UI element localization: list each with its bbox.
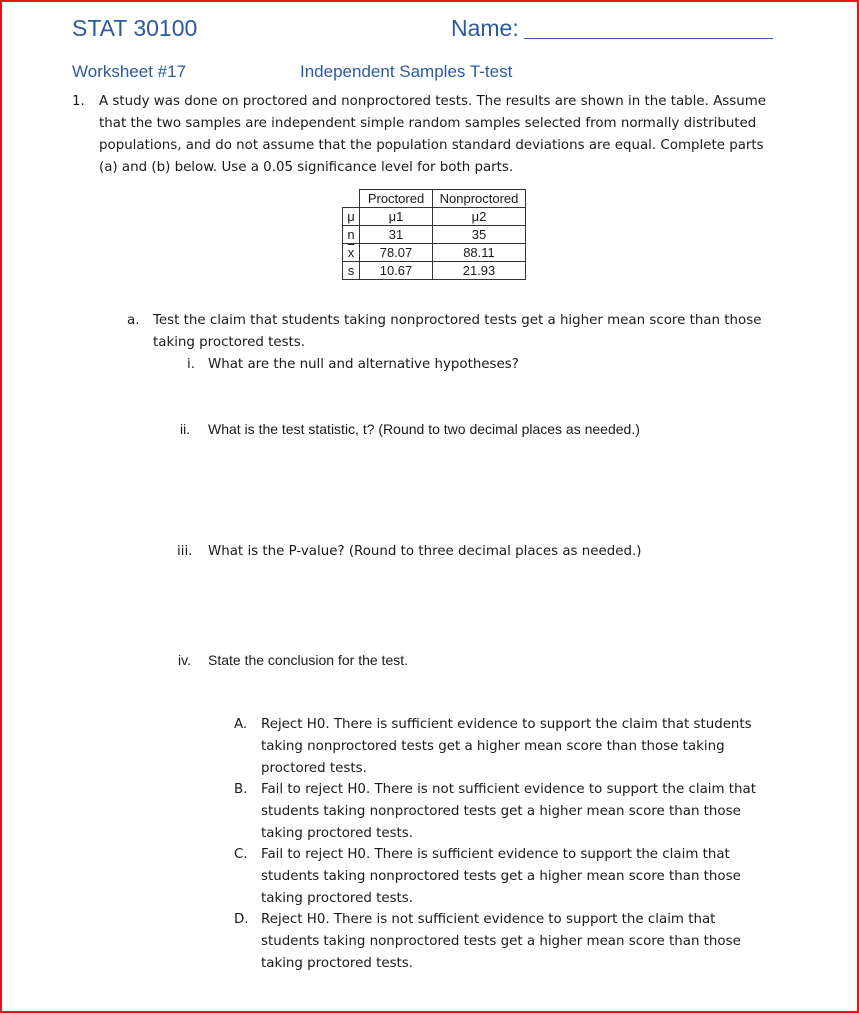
option-line: Reject H0. There is sufficient evidence to support the claim that students <box>261 717 752 732</box>
question-line: that the two samples are independent simple random samples selected from normally distributed <box>99 116 757 131</box>
cell-nonproctored-mu: μ2 <box>433 208 526 226</box>
part-a-text <box>153 310 761 354</box>
question-line: A study was done on proctored and nonproctored tests. The results are shown in the table. Assume <box>99 94 767 109</box>
option-letter: C. <box>234 847 248 862</box>
cell-proctored-s: 10.67 <box>360 262 433 280</box>
course-title: STAT 30100 <box>72 15 198 41</box>
data-table <box>342 189 526 280</box>
row-label-mu: μ <box>343 208 360 226</box>
option-line: Fail to reject H0. There is not sufficient evidence to support the claim that <box>261 782 756 797</box>
option-text <box>261 779 781 845</box>
header-proctored: Proctored <box>360 190 433 208</box>
cell-nonproctored-xbar: 88.11 <box>433 244 526 262</box>
option-line: students taking nonproctored tests get a higher mean score than those <box>261 804 741 819</box>
item-iv-number: iv. <box>178 652 191 668</box>
item-ii-text: What is the test statistic, t? (Round to two decimal places as needed.) <box>208 421 640 437</box>
item-i-number: i. <box>187 357 195 372</box>
part-a-line: taking proctored tests. <box>153 335 306 350</box>
item-iii-text: What is the P-value? (Round to three decimal places as needed.) <box>208 544 642 559</box>
item-iv-text: State the conclusion for the test. <box>208 652 409 668</box>
row-label-s: s <box>343 262 360 280</box>
worksheet-title: Worksheet #17 <box>72 62 187 81</box>
cell-nonproctored-s: 21.93 <box>433 262 526 280</box>
option-letter: B. <box>234 782 248 797</box>
name-blank-line[interactable] <box>524 38 773 39</box>
option-text <box>261 714 781 780</box>
option-text <box>261 844 781 910</box>
question-number: 1. <box>72 94 85 109</box>
question-line: (a) and (b) below. Use a 0.05 significance level for both parts. <box>99 160 514 175</box>
row-label-n: n <box>343 226 360 244</box>
table-row <box>343 262 526 280</box>
option-line: proctored tests. <box>261 761 367 776</box>
item-iii-number: iii. <box>177 544 193 559</box>
part-a-line: Test the claim that students taking nonproctored tests get a higher mean score than those <box>153 313 762 328</box>
option-line: Fail to reject H0. There is sufficient evidence to support the claim that <box>261 847 730 862</box>
question-text <box>99 91 789 179</box>
cell-nonproctored-n: 35 <box>433 226 526 244</box>
option-line: taking nonproctored tests get a higher mean score than those taking <box>261 739 725 754</box>
option-letter: D. <box>234 912 249 927</box>
option-line: students taking nonproctored tests get a higher mean score than those <box>261 934 741 949</box>
cell-proctored-xbar: 78.07 <box>360 244 433 262</box>
option-line: Reject H0. There is not sufficient evidence to support the claim that <box>261 912 716 927</box>
cell-proctored-mu: μ1 <box>360 208 433 226</box>
table-header-row <box>343 190 526 208</box>
table-row <box>343 208 526 226</box>
option-line: taking proctored tests. <box>261 826 414 841</box>
option-text <box>261 909 781 975</box>
topic-title: Independent Samples T-test <box>300 62 513 81</box>
item-ii-number: ii. <box>180 421 191 437</box>
name-label: Name: <box>451 15 519 41</box>
row-label-xbar: $\overline{x}$ <box>343 244 360 262</box>
item-i-text: What are the null and alternative hypotheses? <box>208 357 519 372</box>
cell-proctored-n: 31 <box>360 226 433 244</box>
table-corner <box>343 190 360 208</box>
table-row <box>343 244 526 262</box>
table-row <box>343 226 526 244</box>
option-letter: A. <box>234 717 248 732</box>
option-line: taking proctored tests. <box>261 956 414 971</box>
header-nonproctored: Nonproctored <box>433 190 526 208</box>
question-line: populations, and do not assume that the population standard deviations are equal. Complete parts <box>99 138 764 153</box>
option-line: taking proctored tests. <box>261 891 414 906</box>
option-line: students taking nonproctored tests get a higher mean score than those <box>261 869 741 884</box>
part-a-letter: a. <box>127 313 140 328</box>
